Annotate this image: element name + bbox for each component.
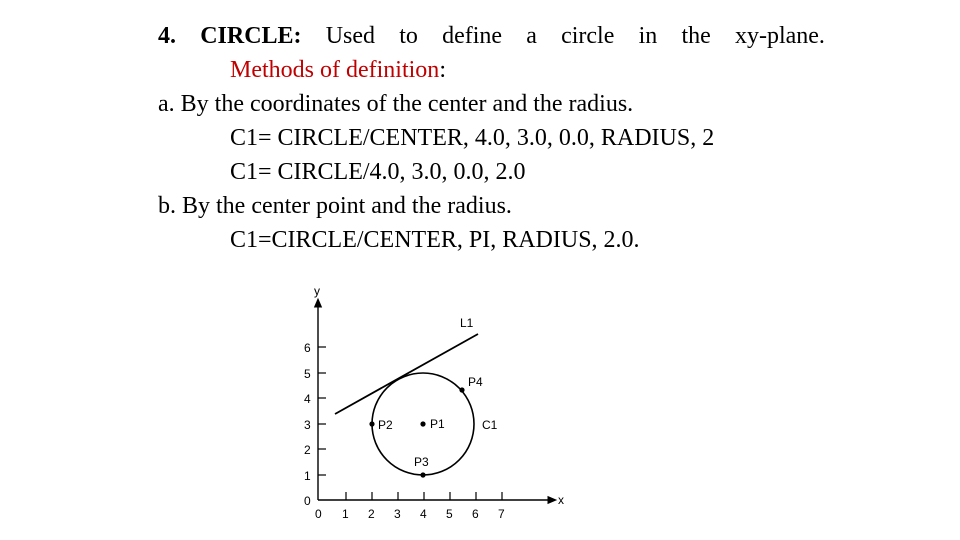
- x-tick-label: 7: [498, 507, 505, 521]
- method-b-text: b. By the center point and the radius.: [158, 193, 512, 219]
- heading-word: in: [638, 23, 658, 49]
- heading-word: Used: [325, 23, 376, 49]
- heading-word: the: [681, 23, 711, 49]
- y-tick-label: 4: [304, 392, 311, 406]
- y-tick-label: 0: [304, 494, 311, 508]
- x-tick-label: 5: [446, 507, 453, 521]
- point-label: P3: [414, 455, 429, 469]
- y-tick-label: 2: [304, 443, 311, 457]
- x-ticks: [346, 492, 502, 500]
- y-tick-label: 5: [304, 367, 311, 381]
- line-l1: [335, 334, 478, 414]
- x-tick-label: 4: [420, 507, 427, 521]
- point-p1: [420, 421, 425, 426]
- line-label: L1: [460, 316, 474, 330]
- x-tick-label: 6: [472, 507, 479, 521]
- section-number: 4.: [158, 23, 176, 49]
- section-keyword: CIRCLE:: [200, 23, 302, 49]
- method-a-example-1: C1= CIRCLE/CENTER, 4.0, 3.0, 0.0, RADIUS, 2: [230, 125, 715, 151]
- heading-word: define: [442, 23, 503, 49]
- x-tick-label: 0: [315, 507, 322, 521]
- point-p3: [420, 472, 425, 477]
- y-tick-label: 1: [304, 469, 311, 483]
- x-tick-label: 2: [368, 507, 375, 521]
- point-label: P1: [430, 417, 445, 431]
- point-p2: [369, 421, 374, 426]
- point-label: P2: [378, 418, 393, 432]
- method-a-example-2: C1= CIRCLE/4.0, 3.0, 0.0, 2.0: [230, 159, 526, 185]
- heading-word: circle: [561, 23, 615, 49]
- y-tick-label: 6: [304, 341, 311, 355]
- point-p4: [459, 387, 464, 392]
- heading-word: xy-plane.: [734, 23, 825, 49]
- method-b-example-1: C1=CIRCLE/CENTER, PI, RADIUS, 2.0.: [230, 227, 640, 253]
- y-ticks: [318, 347, 326, 475]
- heading-word: a: [526, 23, 537, 49]
- x-axis-label: x: [558, 493, 564, 507]
- point-label: P4: [468, 375, 483, 389]
- circle-label: C1: [482, 418, 498, 432]
- method-a-text: a. By the coordinates of the center and the radius.: [158, 91, 634, 117]
- y-tick-label: 3: [304, 418, 311, 432]
- heading-word: to: [399, 23, 418, 49]
- methods-label: Methods of definition: [230, 57, 440, 83]
- methods-colon: :: [439, 57, 446, 83]
- y-axis-label: y: [314, 284, 320, 298]
- x-tick-label: 3: [394, 507, 401, 521]
- x-tick-label: 1: [342, 507, 349, 521]
